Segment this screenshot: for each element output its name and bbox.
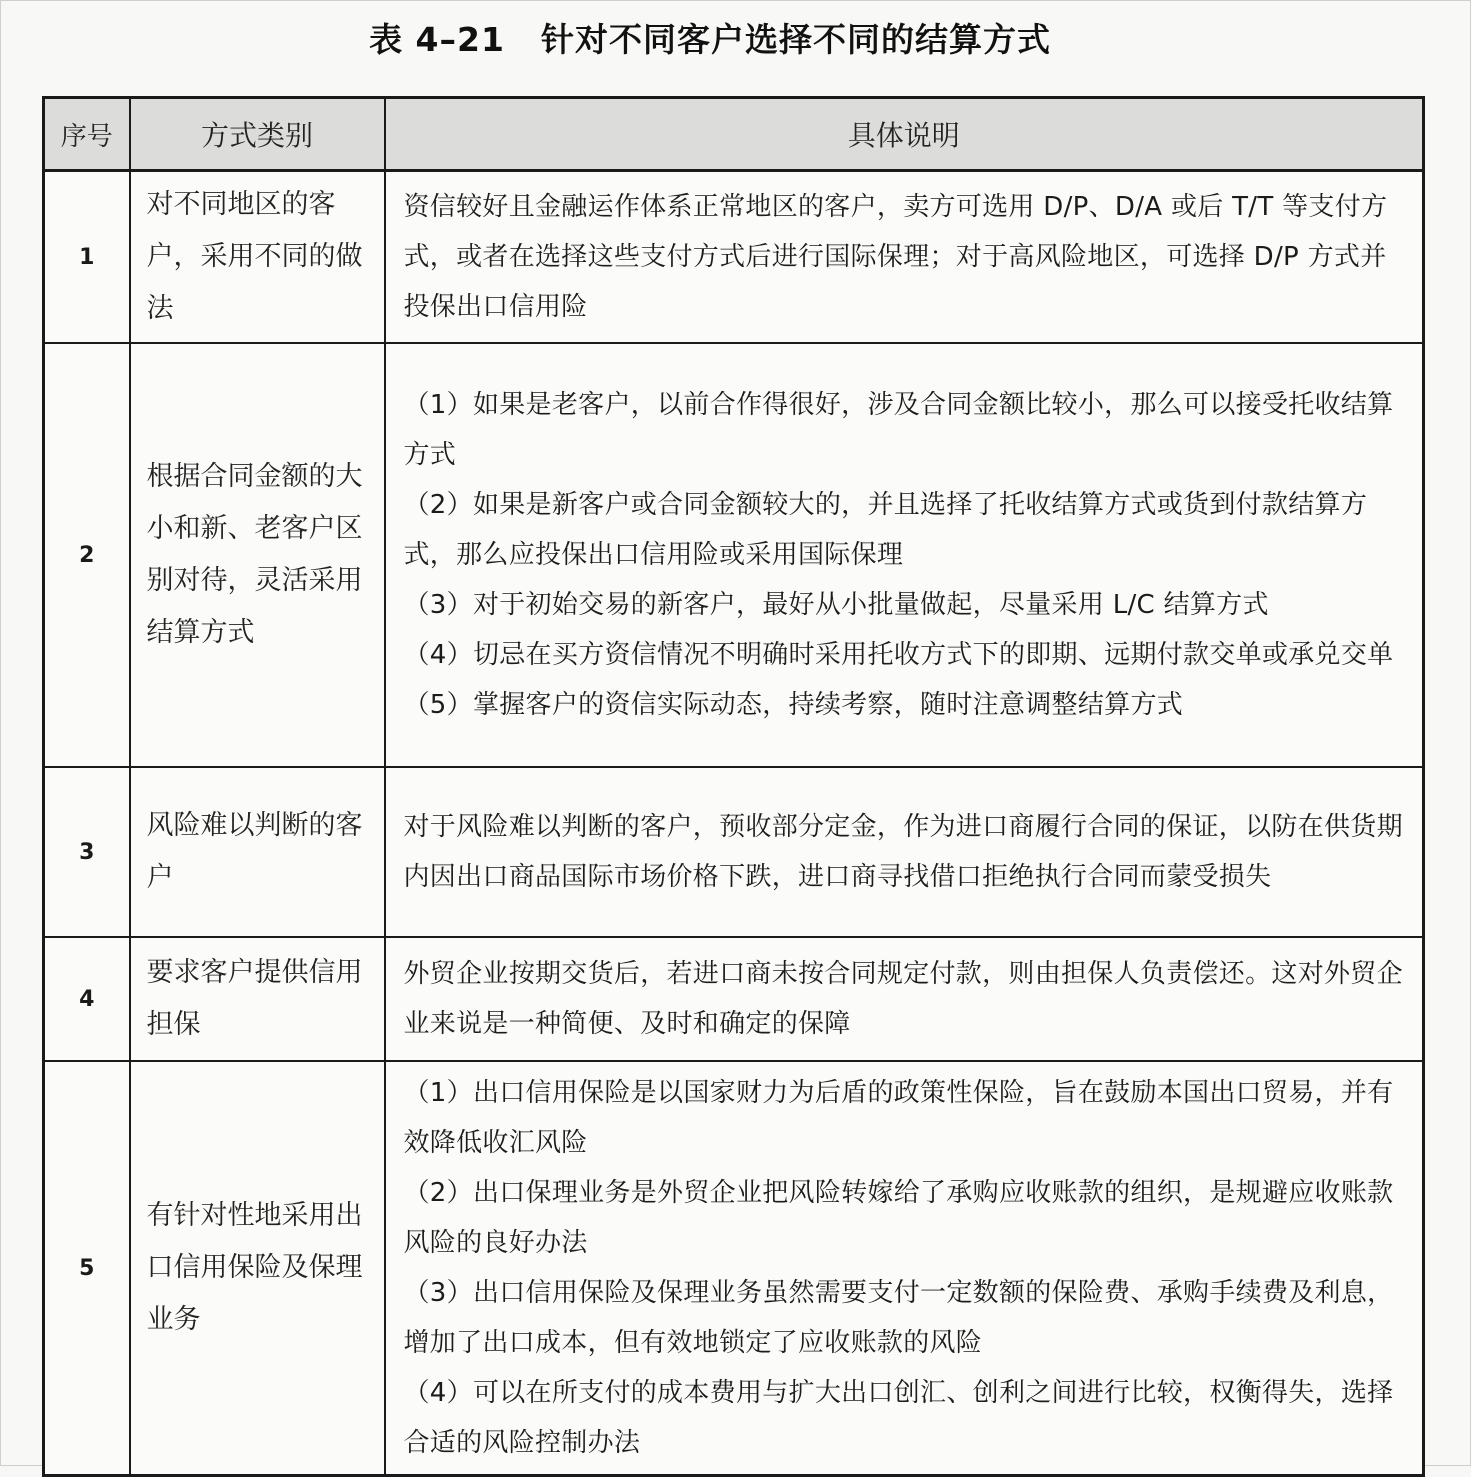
row-description: [385, 171, 1424, 344]
row-description: [385, 767, 1424, 937]
description-item: （2）出口保理业务是外贸企业把风险转嫁给了承购应收账款的组织，是规避应收账款风险的良好办法: [403, 1178, 1394, 1258]
description-item: （3）出口信用保险及保理业务虽然需要支付一定数额的保险费、承购手续费及利息，增加了出口成本，但有效地锁定了应收账款的风险: [403, 1278, 1394, 1358]
row-category: 对不同地区的客户，采用不同的做法: [130, 171, 385, 344]
row-number: 2: [44, 343, 130, 767]
table-number: 表 4–21: [369, 20, 505, 59]
description-item: 外贸企业按期交货后，若进口商未按合同规定付款，则由担保人负责偿还。这对外贸企业来说是一种简便、及时和确定的保障: [403, 959, 1403, 1039]
row-number: 5: [44, 1061, 130, 1476]
table-title: 针对不同客户选择不同的结算方式: [540, 20, 1051, 59]
row-description: [385, 343, 1424, 767]
row-description: [385, 937, 1424, 1061]
row-number: 3: [44, 767, 130, 937]
table-caption: [0, 14, 1420, 61]
table-row: [44, 1061, 1424, 1476]
row-number: 4: [44, 937, 130, 1061]
table-row: [44, 171, 1424, 344]
table-row: [44, 343, 1424, 767]
description-item: 资信较好且金融运作体系正常地区的客户，卖方可选用 D/P、D/A 或后 T/T 等支付方式，或者在选择这些支付方式后进行国际保理；对于高风险地区，可选择 D/P 方式并投保出口信用险: [403, 192, 1388, 322]
description-item: （5）掌握客户的资信实际动态，持续考察，随时注意调整结算方式: [403, 690, 1184, 720]
description-item: （4）可以在所支付的成本费用与扩大出口创汇、创利之间进行比较，权衡得失，选择合适的风险控制办法: [403, 1378, 1394, 1458]
table-row: [44, 767, 1424, 937]
description-item: （1）如果是老客户，以前合作得很好，涉及合同金额比较小，那么可以接受托收结算方式: [403, 390, 1394, 470]
table-row: [44, 937, 1424, 1061]
settlement-table: [42, 96, 1425, 1477]
description-item: （4）切忌在买方资信情况不明确时采用托收方式下的即期、远期付款交单或承兑交单: [403, 640, 1394, 670]
description-item: （2）如果是新客户或合同金额较大的，并且选择了托收结算方式或货到付款结算方式，那么应投保出口信用险或采用国际保理: [403, 490, 1368, 570]
row-category: 风险难以判断的客户: [130, 767, 385, 937]
row-category: 根据合同金额的大小和新、老客户区别对待，灵活采用结算方式: [130, 343, 385, 767]
description-item: （3）对于初始交易的新客户，最好从小批量做起，尽量采用 L/C 结算方式: [403, 590, 1269, 620]
row-description: [385, 1061, 1424, 1476]
header-category: 方式类别: [130, 98, 385, 171]
header-row: [44, 98, 1424, 171]
header-seq: 序号: [44, 98, 130, 171]
header-description: 具体说明: [385, 98, 1424, 171]
description-item: 对于风险难以判断的客户，预收部分定金，作为进口商履行合同的保证，以防在供货期内因出口商品国际市场价格下跌，进口商寻找借口拒绝执行合同而蒙受损失: [403, 812, 1403, 892]
description-item: （1）出口信用保险是以国家财力为后盾的政策性保险，旨在鼓励本国出口贸易，并有效降低收汇风险: [403, 1078, 1394, 1158]
row-category: 要求客户提供信用担保: [130, 937, 385, 1061]
row-number: 1: [44, 171, 130, 344]
row-category: 有针对性地采用出口信用保险及保理业务: [130, 1061, 385, 1476]
